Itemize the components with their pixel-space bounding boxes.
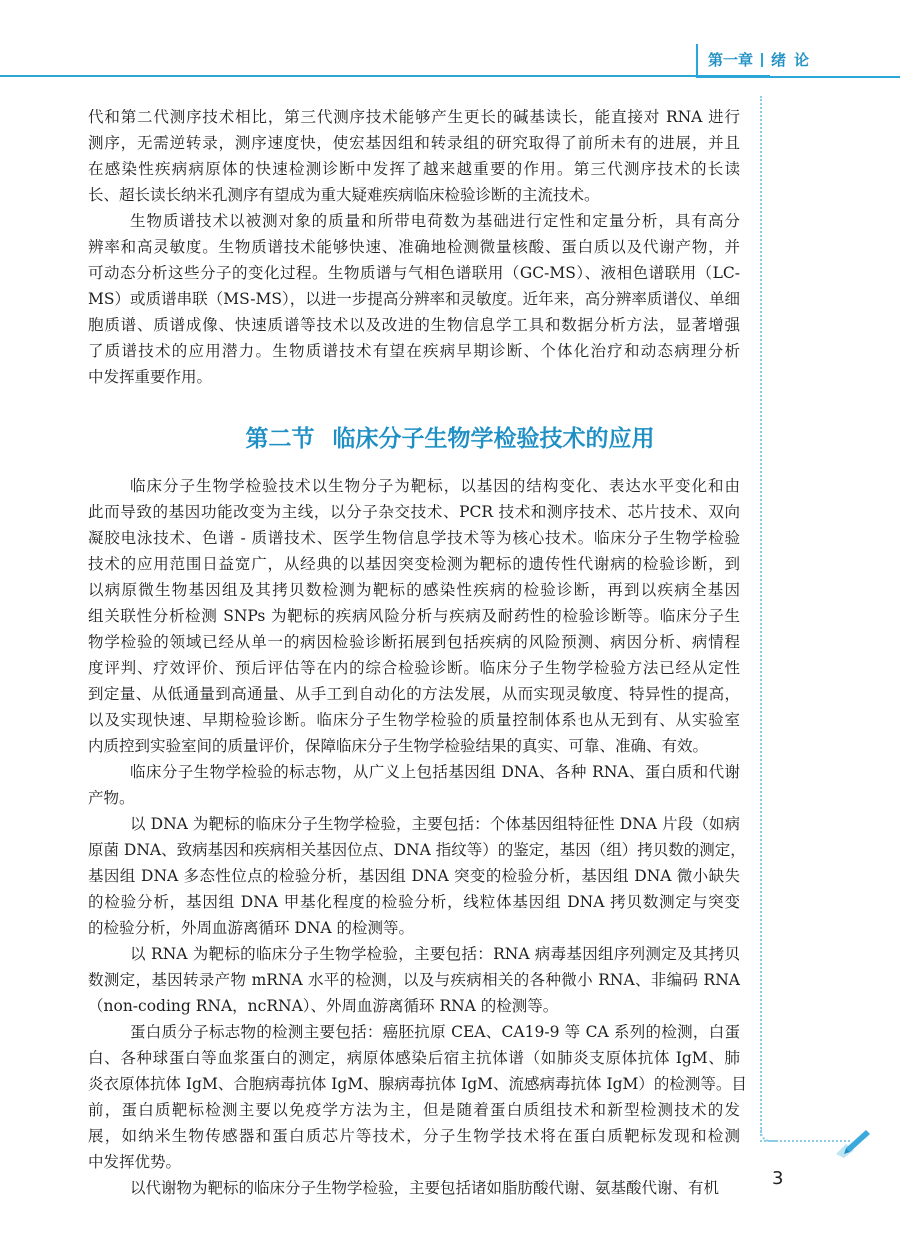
text-line: 长、超长读长纳米孔测序有望成为重大疑难疾病临床检验诊断的主流技术。 [88,186,600,204]
text-line: 白、各种球蛋白等血浆蛋白的测定，病原体感染后宿主抗体谱（如肺炎支原体抗体 IgM、肺 [88,1049,740,1067]
text-line: 的检验分析，基因组 DNA 甲基化程度的检验分析，线粒体基因组 DNA 拷贝数测定与突变 [88,893,740,911]
text-line: 中发挥重要作用。 [88,368,213,386]
text-line: 了质谱技术的应用潜力。生物质谱技术有望在疾病早期诊断、个体化治疗和动态病理分析 [88,342,740,360]
text-line: 测序，无需逆转录，测序速度快，使宏基因组和转录组的研究取得了前所未有的进展，并且 [88,134,740,152]
text-line: 生物质谱技术以被测对象的质量和所带电荷数为基础进行定性和定量分析，具有高分 [130,212,740,230]
text-line: 辨率和高灵敏度。生物质谱技术能够快速、准确地检测微量核酸、蛋白质以及代谢产物，并 [88,238,740,256]
text-line: 数测定，基因转录产物 mRNA 水平的检测，以及与疾病相关的各种微小 RNA、非编码 RNA [88,971,740,989]
text-line: 展，如纳米生物传感器和蛋白质芯片等技术，分子生物学技术将在蛋白质靶标发现和检测 [88,1127,740,1145]
text-line: 以及实现快速、早期检验诊断。临床分子生物学检验的质量控制体系也从无到有、从实验室 [88,711,740,729]
margin-frame-line [760,96,762,1136]
chapter-title: 绪论 [771,51,818,69]
text-line: 代和第二代测序技术相比，第三代测序技术能够产生更长的碱基读长，能直接对 RNA 进行 [88,108,740,126]
text-line: 炎衣原体抗体 IgM、合胞病毒抗体 IgM、腺病毒抗体 IgM、流感病毒抗体 IgM）的检测等。目 [88,1075,747,1093]
text-line: （non-coding RNA，ncRNA）、外周血游离循环 RNA 的检测等。 [88,997,559,1015]
text-line: 可动态分析这些分子的变化过程。生物质谱与气相色谱联用（GC-MS）、液相色谱联用（LC- [88,264,740,282]
text-line: 蛋白质分子标志物的检测主要包括：癌胚抗原 CEA、CA19-9 等 CA 系列的检测，白蛋 [130,1023,740,1041]
text-line: 以病原微生物基因组及其拷贝数检测为靶标的感染性疾病的检验诊断，再到以疾病全基因 [88,581,740,599]
text-line: 的检验分析，外周血游离循环 DNA 的检测等。 [88,919,415,937]
header-separator [761,53,763,67]
text-line: 临床分子生物学检验技术以生物分子为靶标，以基因的结构变化、表达水平变化和由 [130,477,740,495]
page-number: 3 [772,1168,784,1189]
header-rule [0,75,770,77]
text-line: 度评判、疗效评价、预后评估等在内的综合检验诊断。临床分子生物学检验方法已经从定性 [88,659,740,677]
text-line: 内质控到实验室间的质量评价，保障临床分子生物学检验结果的真实、可靠、准确、有效。 [88,737,709,755]
text-line: 以代谢物为靶标的临床分子生物学检验，主要包括诸如脂肪酸代谢、氨基酸代谢、有机 [130,1179,720,1197]
text-line: 中发挥优势。 [88,1153,182,1171]
text-line: 临床分子生物学检验的标志物，从广义上包括基因组 DNA、各种 RNA、蛋白质和代谢 [130,763,740,781]
text-line: 在感染性疾病病原体的快速检测诊断中发挥了越来越重要的作用。第三代测序技术的长读 [88,160,740,178]
text-line: 胞质谱、质谱成像、快速质谱等技术以及改进的生物信息学工具和数据分析方法，显著增强 [88,316,740,334]
chapter-label: 第一章 [708,51,754,69]
pen-icon [832,1128,872,1158]
text-line: 凝胶电泳技术、色谱 - 质谱技术、医学生物信息学技术等为核心技术。临床分子生物学检验 [88,529,740,547]
section-heading-text: 临床分子生物学检验技术的应用 [332,426,655,452]
section-number: 第二节 [245,426,315,452]
text-line: 物学检验的领域已经从单一的病因检验诊断拓展到包括疾病的风险预测、病因分析、病情程 [88,633,740,651]
text-line: 原菌 DNA、致病基因和疾病相关基因位点、DNA 指纹等）的鉴定，基因（组）拷贝数的测定， [88,841,746,859]
text-line: MS）或质谱串联（MS-MS），以进一步提高分辨率和灵敏度。近年来，高分辨率质谱仪、单细 [88,290,740,308]
text-line: 以 RNA 为靶标的临床分子生物学检验，主要包括：RNA 病毒基因组序列测定及其拷贝 [130,945,740,963]
running-header [708,49,817,70]
text-line: 组关联性分析检测 SNPs 为靶标的疾病风险分析与疾病及耐药性的检验诊断等。临床分子生 [88,607,740,625]
section-heading [0,420,900,453]
text-line: 技术的应用范围日益宽广，从经典的以基因突变检测为靶标的遗传性代谢病的检验诊断，到 [88,555,740,573]
text-line: 到定量、从低通量到高通量、从手工到自动化的方法发展，从而实现灵敏度、特异性的提高， [88,685,740,703]
text-line: 产物。 [88,789,135,807]
text-line: 前，蛋白质靶标检测主要以免疫学方法为主，但是随着蛋白质组技术和新型检测技术的发 [88,1101,740,1119]
text-line: 基因组 DNA 多态性位点的检验分析，基因组 DNA 突变的检验分析，基因组 DNA 微小缺失 [88,867,740,885]
text-line: 以 DNA 为靶标的临床分子生物学检验，主要包括：个体基因组特征性 DNA 片段（如病 [130,815,740,833]
text-line: 此而导致的基因功能改变为主线，以分子杂交技术、PCR 技术和测序技术、芯片技术、双向 [88,503,740,521]
